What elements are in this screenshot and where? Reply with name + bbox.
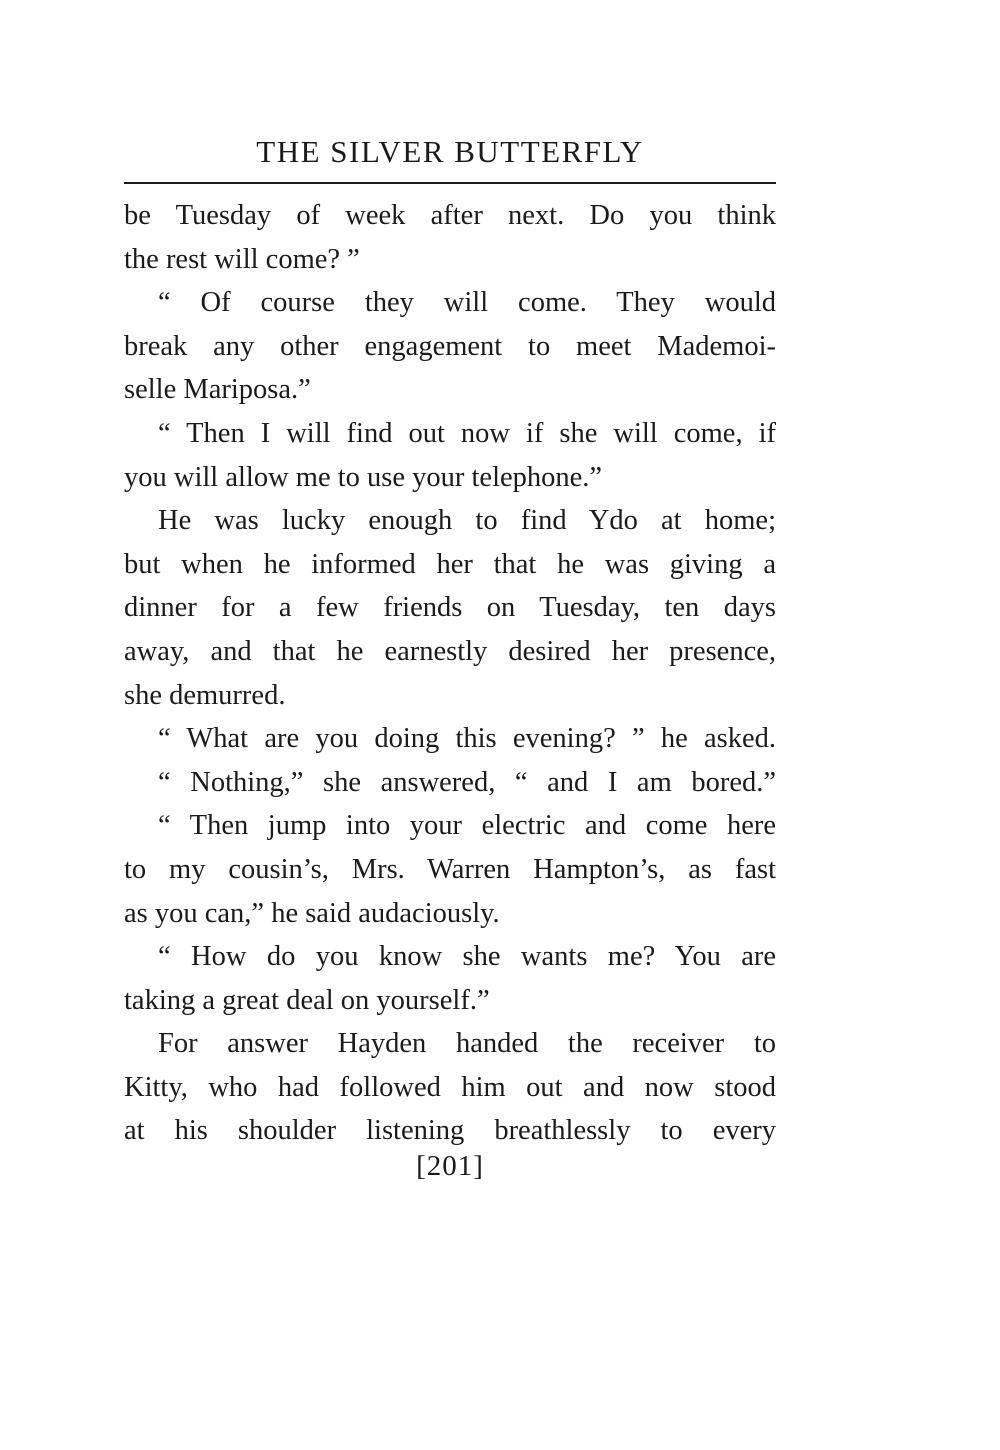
header-rule [124,182,776,184]
text-line: For answer Hayden handed the receiver to [158,1028,776,1060]
text-line: “ Then jump into your electric and come here [158,810,776,842]
text-line: as you can,” he said audaciously. [124,897,500,929]
text-line: “ Then I will find out now if she will come, if [158,417,776,449]
text-line: taking a great deal on yourself.” [124,984,490,1016]
text-line: away, and that he earnestly desired her presence, [124,635,776,667]
text-line: at his shoulder listening breathlessly to every [124,1115,776,1147]
text-line: break any other engagement to meet Mademoi- [124,330,776,362]
body-text [124,194,776,1153]
text-line: Kitty, who had followed him out and now stood [124,1071,776,1103]
text-line: “ How do you know she wants me? You are [158,941,776,973]
text-line: selle Mariposa.” [124,374,311,406]
text-line: dinner for a few friends on Tuesday, ten days [124,592,776,624]
text-line: He was lucky enough to find Ydo at home; [158,505,776,537]
text-line: to my cousin’s, Mrs. Warren Hampton’s, as fast [124,853,776,885]
text-line: the rest will come? ” [124,243,360,275]
text-line: but when he informed her that he was giving a [124,548,776,580]
text-line: “ Of course they will come. They would [158,287,776,319]
text-line: be Tuesday of week after next. Do you think [124,200,776,231]
running-head: THE SILVER BUTTERFLY [256,134,644,169]
page-number: [201] [416,1150,484,1182]
text-line: “ What are you doing this evening? ” he asked. [158,723,776,755]
text-line: you will allow me to use your telephone.” [124,461,603,493]
text-line: “ Nothing,” she answered, “ and I am bored.” [158,766,776,798]
text-line: she demurred. [124,679,286,711]
